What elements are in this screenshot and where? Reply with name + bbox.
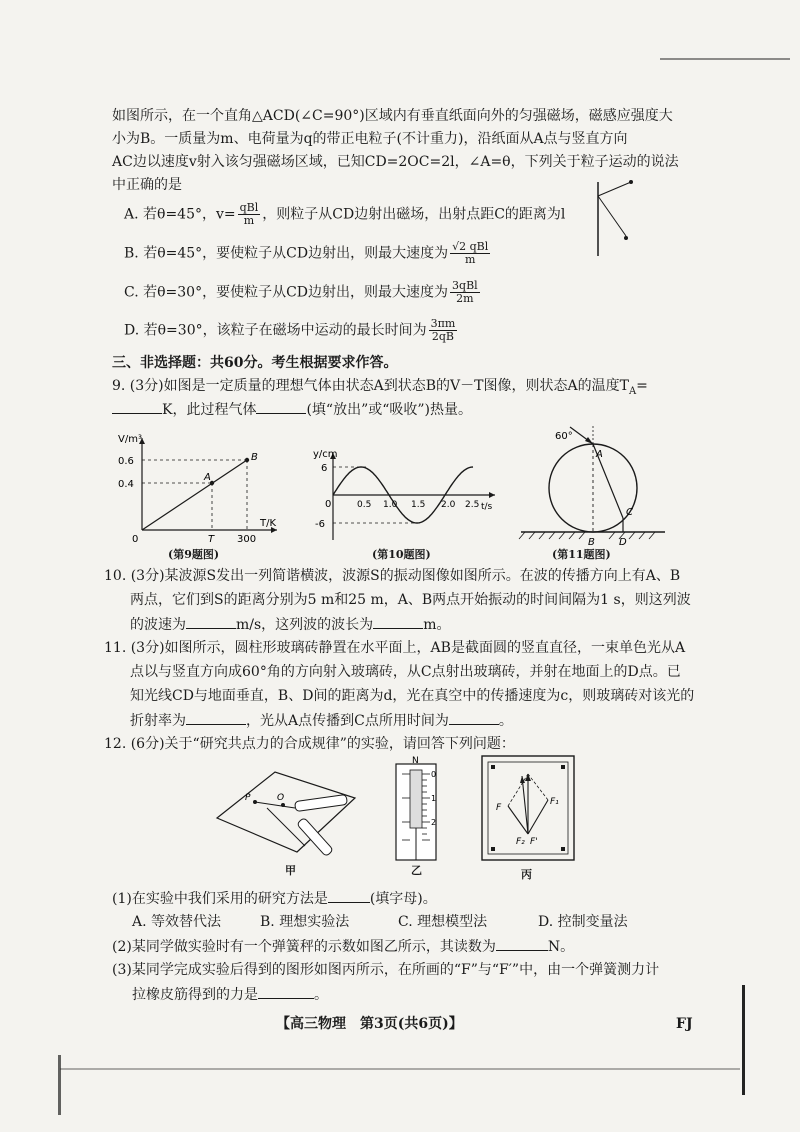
- fig10-x-label: t/s: [481, 502, 493, 512]
- q8-d-den: 2qB: [431, 330, 454, 343]
- q8-a-pre: A. 若θ=45°，v=: [124, 206, 236, 223]
- q8-a-den: m: [243, 214, 255, 227]
- fig9-x-tick-300: 300: [237, 534, 257, 545]
- q8-option-b: [124, 241, 492, 266]
- fig11-glass-cylinder: [515, 425, 665, 545]
- fig10-x-tick-0-5: 0.5: [357, 500, 372, 510]
- fig9-caption: (第9题图): [168, 548, 220, 561]
- fig12-bing-label-F1: F₁: [550, 797, 559, 807]
- q12-sub1: [112, 888, 437, 909]
- fig11-label-B: B: [588, 537, 595, 545]
- q9-line1-eq: =: [636, 378, 648, 394]
- q8-d-pre: D. 若θ=30°，该粒子在磁场中运动的最长时间为: [124, 322, 427, 339]
- fig9-y-label: V/m³: [118, 434, 142, 445]
- fig12-yi-unit-N: N: [412, 756, 419, 766]
- q9-blank-heat[interactable]: [256, 399, 306, 414]
- q10-line2: 两点，它们到S的距离分别为5 m和25 m，A、B两点开始振动的时间间隔为1 s，则这列波: [130, 592, 691, 608]
- fig9-point-A: A: [204, 472, 211, 483]
- q12-sub3-line2: [132, 984, 328, 1005]
- q8-line1: 如图所示，在一个直角△ACD(∠C=90°)区域内有垂直纸面向外的匀强磁场，磁感应强度大: [112, 108, 673, 124]
- q8-b-den: m: [464, 253, 476, 266]
- fig12-bing-force-diagram: [478, 752, 578, 862]
- q10-line3-end: m。: [423, 617, 451, 633]
- fig9-vt-graph: [112, 430, 292, 550]
- q12-sub2: [112, 936, 574, 957]
- q8-c-den: 2m: [456, 292, 474, 305]
- fig9-point-B: B: [251, 452, 258, 463]
- q8-a-num: qBl: [239, 201, 259, 214]
- fig12-yi-tick-1: 1: [431, 794, 437, 803]
- fig9-y-tick-0-4: 0.4: [118, 479, 134, 490]
- q8-option-d: [124, 318, 459, 343]
- fig10-x-tick-1-5: 1.5: [411, 500, 426, 510]
- q8-b-fraction: [450, 241, 490, 266]
- q10-line3: [130, 614, 450, 635]
- q11-line2: 点以与竖直方向成60°角的方向射入玻璃砖，从C点射出玻璃砖，并射在地面上的D点。已: [130, 664, 681, 680]
- q9-line1-text: 9. (3分)如图是一定质量的理想气体由状态A到状态B的V－T图像，则状态A的温度T: [112, 378, 629, 394]
- fig12-yi-tick-0: 0: [431, 770, 437, 779]
- q9-line2-end: (填“放出”或“吸收”)热量。: [306, 402, 473, 418]
- q11-line1: 11. (3分)如图所示，圆柱形玻璃砖静置在水平面上，AB是截面圆的竖直直径，一束单色光从A: [104, 640, 686, 656]
- q10-line1: 10. (3分)某波源S发出一列简谐横波，波源S的振动图像如图所示。在波的传播方向上有A、B: [104, 568, 681, 584]
- fig12-bing-label-F2: F₂: [516, 837, 525, 847]
- q10-line3-mid: m/s，这列波的波长为: [236, 617, 374, 633]
- fig9-y-tick-0-6: 0.6: [118, 456, 134, 467]
- scan-edge-bottom: [60, 1068, 740, 1070]
- q9-line2-mid: K，此过程气体: [162, 402, 257, 418]
- q12-sub2-pre: (2)某同学做实验时有一个弹簧秤的示数如图乙所示，其读数为: [112, 939, 496, 955]
- q12-blank-reading[interactable]: [496, 936, 548, 951]
- q9-blank-temperature[interactable]: [112, 399, 162, 414]
- fig11-angle-label: 60°: [555, 431, 573, 442]
- fig12-yi-spring-scale: [388, 756, 448, 864]
- fig12-yi-caption: 乙: [411, 864, 422, 877]
- q11-blank-index[interactable]: [186, 710, 246, 725]
- q9-line1-sub: A: [628, 385, 637, 397]
- q12-sub2-end: N。: [547, 939, 575, 955]
- footer-page-info: 【高三物理 第3页(共6页)】: [276, 1016, 463, 1032]
- q12-sub1-end: (填字母)。: [369, 891, 437, 907]
- fig10-x-tick-2-5: 2.5: [465, 500, 480, 510]
- fig10-vibration-graph: [305, 445, 505, 545]
- q8-d-fraction: [429, 318, 458, 343]
- fig12-jia-label-O: O: [277, 793, 285, 803]
- q12-option-c: C. 理想模型法: [398, 914, 488, 930]
- q8-b-pre: B. 若θ=45°，要使粒子从CD边射出，则最大速度为: [124, 245, 449, 262]
- q8-line4: 中正确的是: [112, 177, 182, 193]
- q8-c-pre: C. 若θ=30°，要使粒子从CD边射出，则最大速度为: [124, 284, 449, 301]
- fig12-bing-caption: 丙: [521, 868, 532, 881]
- fig9-origin: 0: [132, 534, 139, 545]
- q12-blank-force[interactable]: [258, 984, 314, 999]
- q8-c-fraction: [450, 280, 480, 305]
- fig10-y-label: y/cm: [313, 449, 338, 460]
- q11-blank-time[interactable]: [449, 710, 499, 725]
- fig12-jia-label-P: P: [245, 793, 251, 803]
- q8-a-post: ，则粒子从CD边射出磁场，出射点距C的距离为l: [262, 206, 566, 223]
- q8-line3: AC边以速度v射入该匀强磁场区域，已知CD=2OC=2l，∠A=θ，下列关于粒子运动的说法: [112, 154, 679, 170]
- fig12-jia-apparatus: [205, 760, 365, 860]
- q11-line4: [130, 710, 513, 731]
- fig11-label-A: A: [596, 449, 603, 460]
- fig11-caption: (第11题图): [552, 548, 611, 561]
- section-3-heading: 三、非选择题：共60分。考生根据要求作答。: [112, 355, 398, 371]
- q12-line1: 12. (6分)关于“研究共点力的合成规律”的实验，请回答下列问题：: [104, 736, 515, 752]
- q8-a-fraction: [238, 202, 261, 227]
- q12-sub1-pre: (1)在实验中我们采用的研究方法是: [112, 891, 328, 907]
- q8-b-num: √2 qBl: [452, 240, 489, 253]
- q8-option-a: [124, 202, 565, 227]
- q8-line2: 小为B。一质量为m、电荷量为q的带正电粒子(不计重力)，沿纸面从A点与竖直方向: [112, 131, 628, 147]
- q9-line2: [112, 399, 472, 420]
- q11-line4-pre: 折射率为: [130, 713, 186, 729]
- fig12-yi-tick-2: 2: [431, 818, 437, 827]
- q12-sub3-pre: 拉橡皮筋得到的力是: [132, 987, 258, 1003]
- q10-blank-speed[interactable]: [186, 614, 236, 629]
- fig10-caption: (第10题图): [372, 548, 431, 561]
- fig10-y-tick-neg6: -6: [315, 519, 325, 530]
- scan-edge-bottom-left: [58, 1055, 61, 1115]
- scan-edge-top-right: [660, 58, 790, 60]
- q12-blank-method[interactable]: [328, 888, 370, 903]
- fig11-label-D: D: [619, 537, 627, 545]
- footer-code: FJ: [676, 1016, 693, 1032]
- q8-triangle-figure: [586, 176, 646, 266]
- scan-edge-right: [742, 985, 745, 1095]
- q11-line4-mid: ，光从A点传播到C点所用时间为: [246, 713, 449, 729]
- fig10-x-tick-2-0: 2.0: [441, 500, 456, 510]
- q10-line3-pre: 的波速为: [130, 617, 186, 633]
- fig12-jia-caption: 甲: [285, 864, 296, 877]
- q12-option-b: B. 理想实验法: [260, 914, 350, 930]
- fig10-x-tick-1-0: 1.0: [383, 500, 398, 510]
- fig12-bing-label-F: F: [496, 803, 502, 813]
- q11-line4-end: 。: [498, 713, 513, 729]
- fig12-bing-label-Fprime: F': [530, 837, 538, 847]
- fig10-origin: 0: [325, 499, 332, 510]
- fig11-label-C: C: [626, 507, 633, 518]
- q8-option-c: [124, 280, 482, 305]
- q8-d-num: 3πm: [430, 317, 456, 330]
- q9-line1: [112, 376, 648, 402]
- q12-sub3-line1: (3)某同学完成实验后得到的图形如图丙所示，在所画的“F”与“F′”中，由一个弹簧测力计: [112, 962, 660, 978]
- q11-line3: 知光线CD与地面垂直，B、D间的距离为d，光在真空中的传播速度为c，则玻璃砖对该光的: [130, 688, 695, 704]
- fig9-x-label: T/K: [260, 518, 277, 529]
- q12-sub3-end: 。: [314, 987, 328, 1003]
- q8-c-num: 3qBl: [452, 279, 478, 292]
- fig10-y-tick-6: 6: [321, 463, 328, 474]
- fig9-x-tick-T: T: [208, 534, 215, 545]
- q12-option-a: A. 等效替代法: [132, 914, 222, 930]
- q10-blank-wavelength[interactable]: [373, 614, 423, 629]
- q12-option-d: D. 控制变量法: [538, 914, 628, 930]
